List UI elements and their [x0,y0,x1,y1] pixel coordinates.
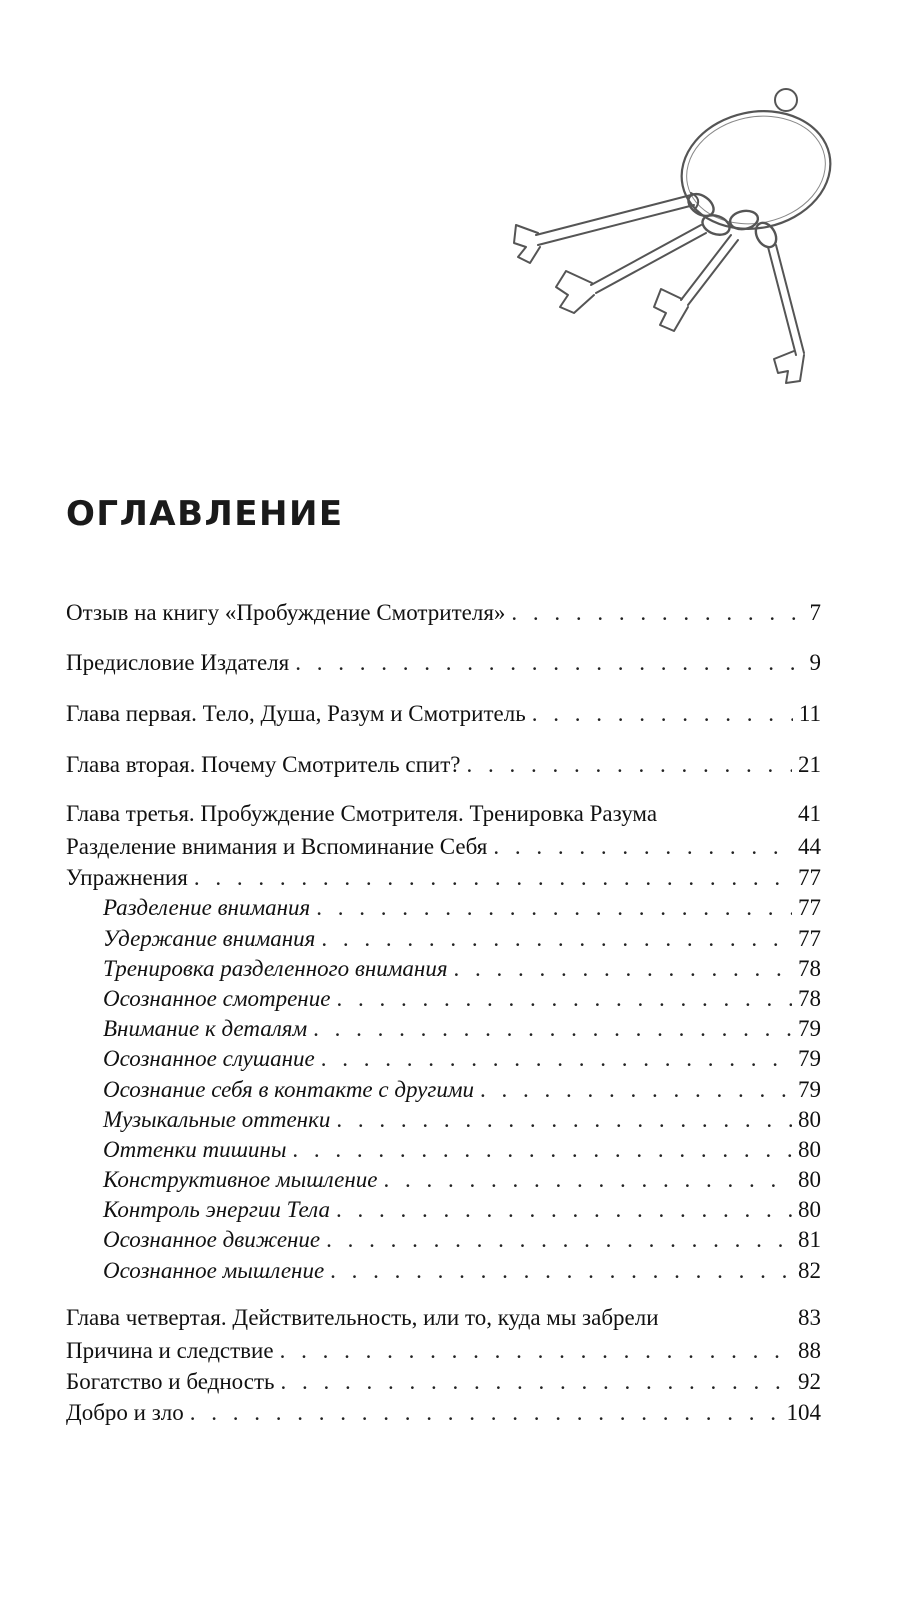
dot-leader [336,1104,792,1135]
toc-entry[interactable] [66,698,821,729]
toc-entry-title: Удержание внимания [103,926,316,951]
toc-subentry[interactable] [103,1043,821,1074]
toc-entry-title: Осознанное слушание [103,1046,315,1071]
toc-entry-page: 7 [809,600,821,625]
toc-entry[interactable] [66,798,821,829]
toc-entry[interactable] [66,1366,821,1397]
toc-entry-title: Осознание себя в контакте с другими [103,1077,475,1102]
toc-entry-page: 79 [798,1077,821,1102]
toc-entry-page: 77 [798,895,821,920]
toc-entry[interactable] [66,1335,821,1366]
toc-entry-title: Конструктивное мышление [103,1167,378,1192]
dot-leader [532,698,793,729]
toc-entry-page: 80 [798,1107,821,1132]
toc-entry-title: Глава четвертая. Действительность, или то, куда мы забрели [66,1305,659,1330]
toc-entry-page: 11 [798,701,821,726]
toc-entry-title: Глава вторая. Почему Смотритель спит? [66,752,461,777]
toc-entry-title: Добро и зло [66,1400,184,1425]
dot-leader [280,1335,792,1366]
dot-leader [511,597,803,628]
dot-leader [190,1397,781,1428]
toc-entry-page: 78 [798,986,821,1011]
toc-subentry[interactable] [103,1224,821,1255]
toc-entry-page: 79 [798,1016,821,1041]
toc-entry-page: 80 [798,1167,821,1192]
toc-entry-page: 104 [786,1400,821,1425]
dot-leader [330,1255,792,1286]
dot-leader [384,1164,793,1195]
toc-subentry[interactable] [103,983,821,1014]
toc-subentry[interactable] [103,1013,821,1044]
toc-entry-title: Осознанное движение [103,1227,321,1252]
toc-entry-page: 92 [798,1369,821,1394]
toc-entry-title: Музыкальные оттенки [103,1107,331,1132]
toc-entry-title: Осознанное мышление [103,1258,325,1283]
toc-entry[interactable] [66,1397,821,1428]
toc-entry-page: 77 [798,926,821,951]
toc-entry-page: 9 [809,650,821,675]
dot-leader [313,1013,792,1044]
toc-entry[interactable] [66,831,821,862]
dot-leader [281,1366,793,1397]
toc-entry-title: Глава третья. Пробуждение Смотрителя. Тренировка Разума [66,801,658,826]
toc-entry-title: Осознанное смотрение [103,986,331,1011]
toc-entry-page: 81 [798,1227,821,1252]
toc-entry[interactable] [66,862,821,893]
toc-subentry[interactable] [103,1255,821,1286]
toc-subentry[interactable] [103,1164,821,1195]
dot-leader [326,1224,792,1255]
toc-entry-title: Разделение внимания и Вспоминание Себя [66,834,488,859]
toc-entry-page: 77 [798,865,821,890]
toc-subentry[interactable] [103,892,821,923]
toc-subentry[interactable] [103,1134,821,1165]
toc-subentry[interactable] [103,1194,821,1225]
keys-illustration [496,75,846,395]
toc-entry[interactable] [66,597,821,628]
toc-entry-title: Отзыв на книгу «Пробуждение Смотрителя» [66,600,506,625]
toc-entry-page: 79 [798,1046,821,1071]
dot-leader [321,923,792,954]
toc-entry-title: Причина и следствие [66,1338,274,1363]
toc-entry-page: 41 [798,801,821,826]
dot-leader [454,953,792,984]
toc-entry-title: Упражнения [66,865,188,890]
toc-entry-page: 83 [798,1305,821,1330]
toc-entry-title: Оттенки тишины [103,1137,287,1162]
toc-entry[interactable] [66,1302,821,1333]
dot-leader [336,983,792,1014]
toc-entry-title: Контроль энергии Тела [103,1197,330,1222]
toc-subentry[interactable] [103,1074,821,1105]
toc-entry[interactable] [66,749,821,780]
toc-entry-page: 80 [798,1137,821,1162]
toc-entry-title: Внимание к деталям [103,1016,308,1041]
toc-entry[interactable] [66,647,821,678]
toc-entry-page: 21 [798,752,821,777]
toc-subentry[interactable] [103,953,821,984]
toc-entry-title: Глава первая. Тело, Душа, Разум и Смотритель [66,701,526,726]
toc-entry-title: Предисловие Издателя [66,650,290,675]
toc-entry-title: Разделение внимания [103,895,311,920]
dot-leader [480,1074,792,1105]
dot-leader [466,749,792,780]
toc-entry-page: 82 [798,1258,821,1283]
dot-leader [316,892,792,923]
dot-leader [321,1043,792,1074]
toc-entry-title: Богатство и бедность [66,1369,275,1394]
toc-subentry[interactable] [103,923,821,954]
dot-leader [292,1134,792,1165]
toc-heading: ОГЛАВЛЕНИЕ [66,494,344,534]
toc-subentry[interactable] [103,1104,821,1135]
dot-leader [295,647,803,678]
dot-leader [493,831,792,862]
toc-entry-page: 44 [798,834,821,859]
dot-leader [194,862,792,893]
toc-entry-page: 78 [798,956,821,981]
toc-entry-page: 80 [798,1197,821,1222]
toc-entry-title: Тренировка разделенного внимания [103,956,448,981]
toc-entry-page: 88 [798,1338,821,1363]
dot-leader [336,1194,792,1225]
